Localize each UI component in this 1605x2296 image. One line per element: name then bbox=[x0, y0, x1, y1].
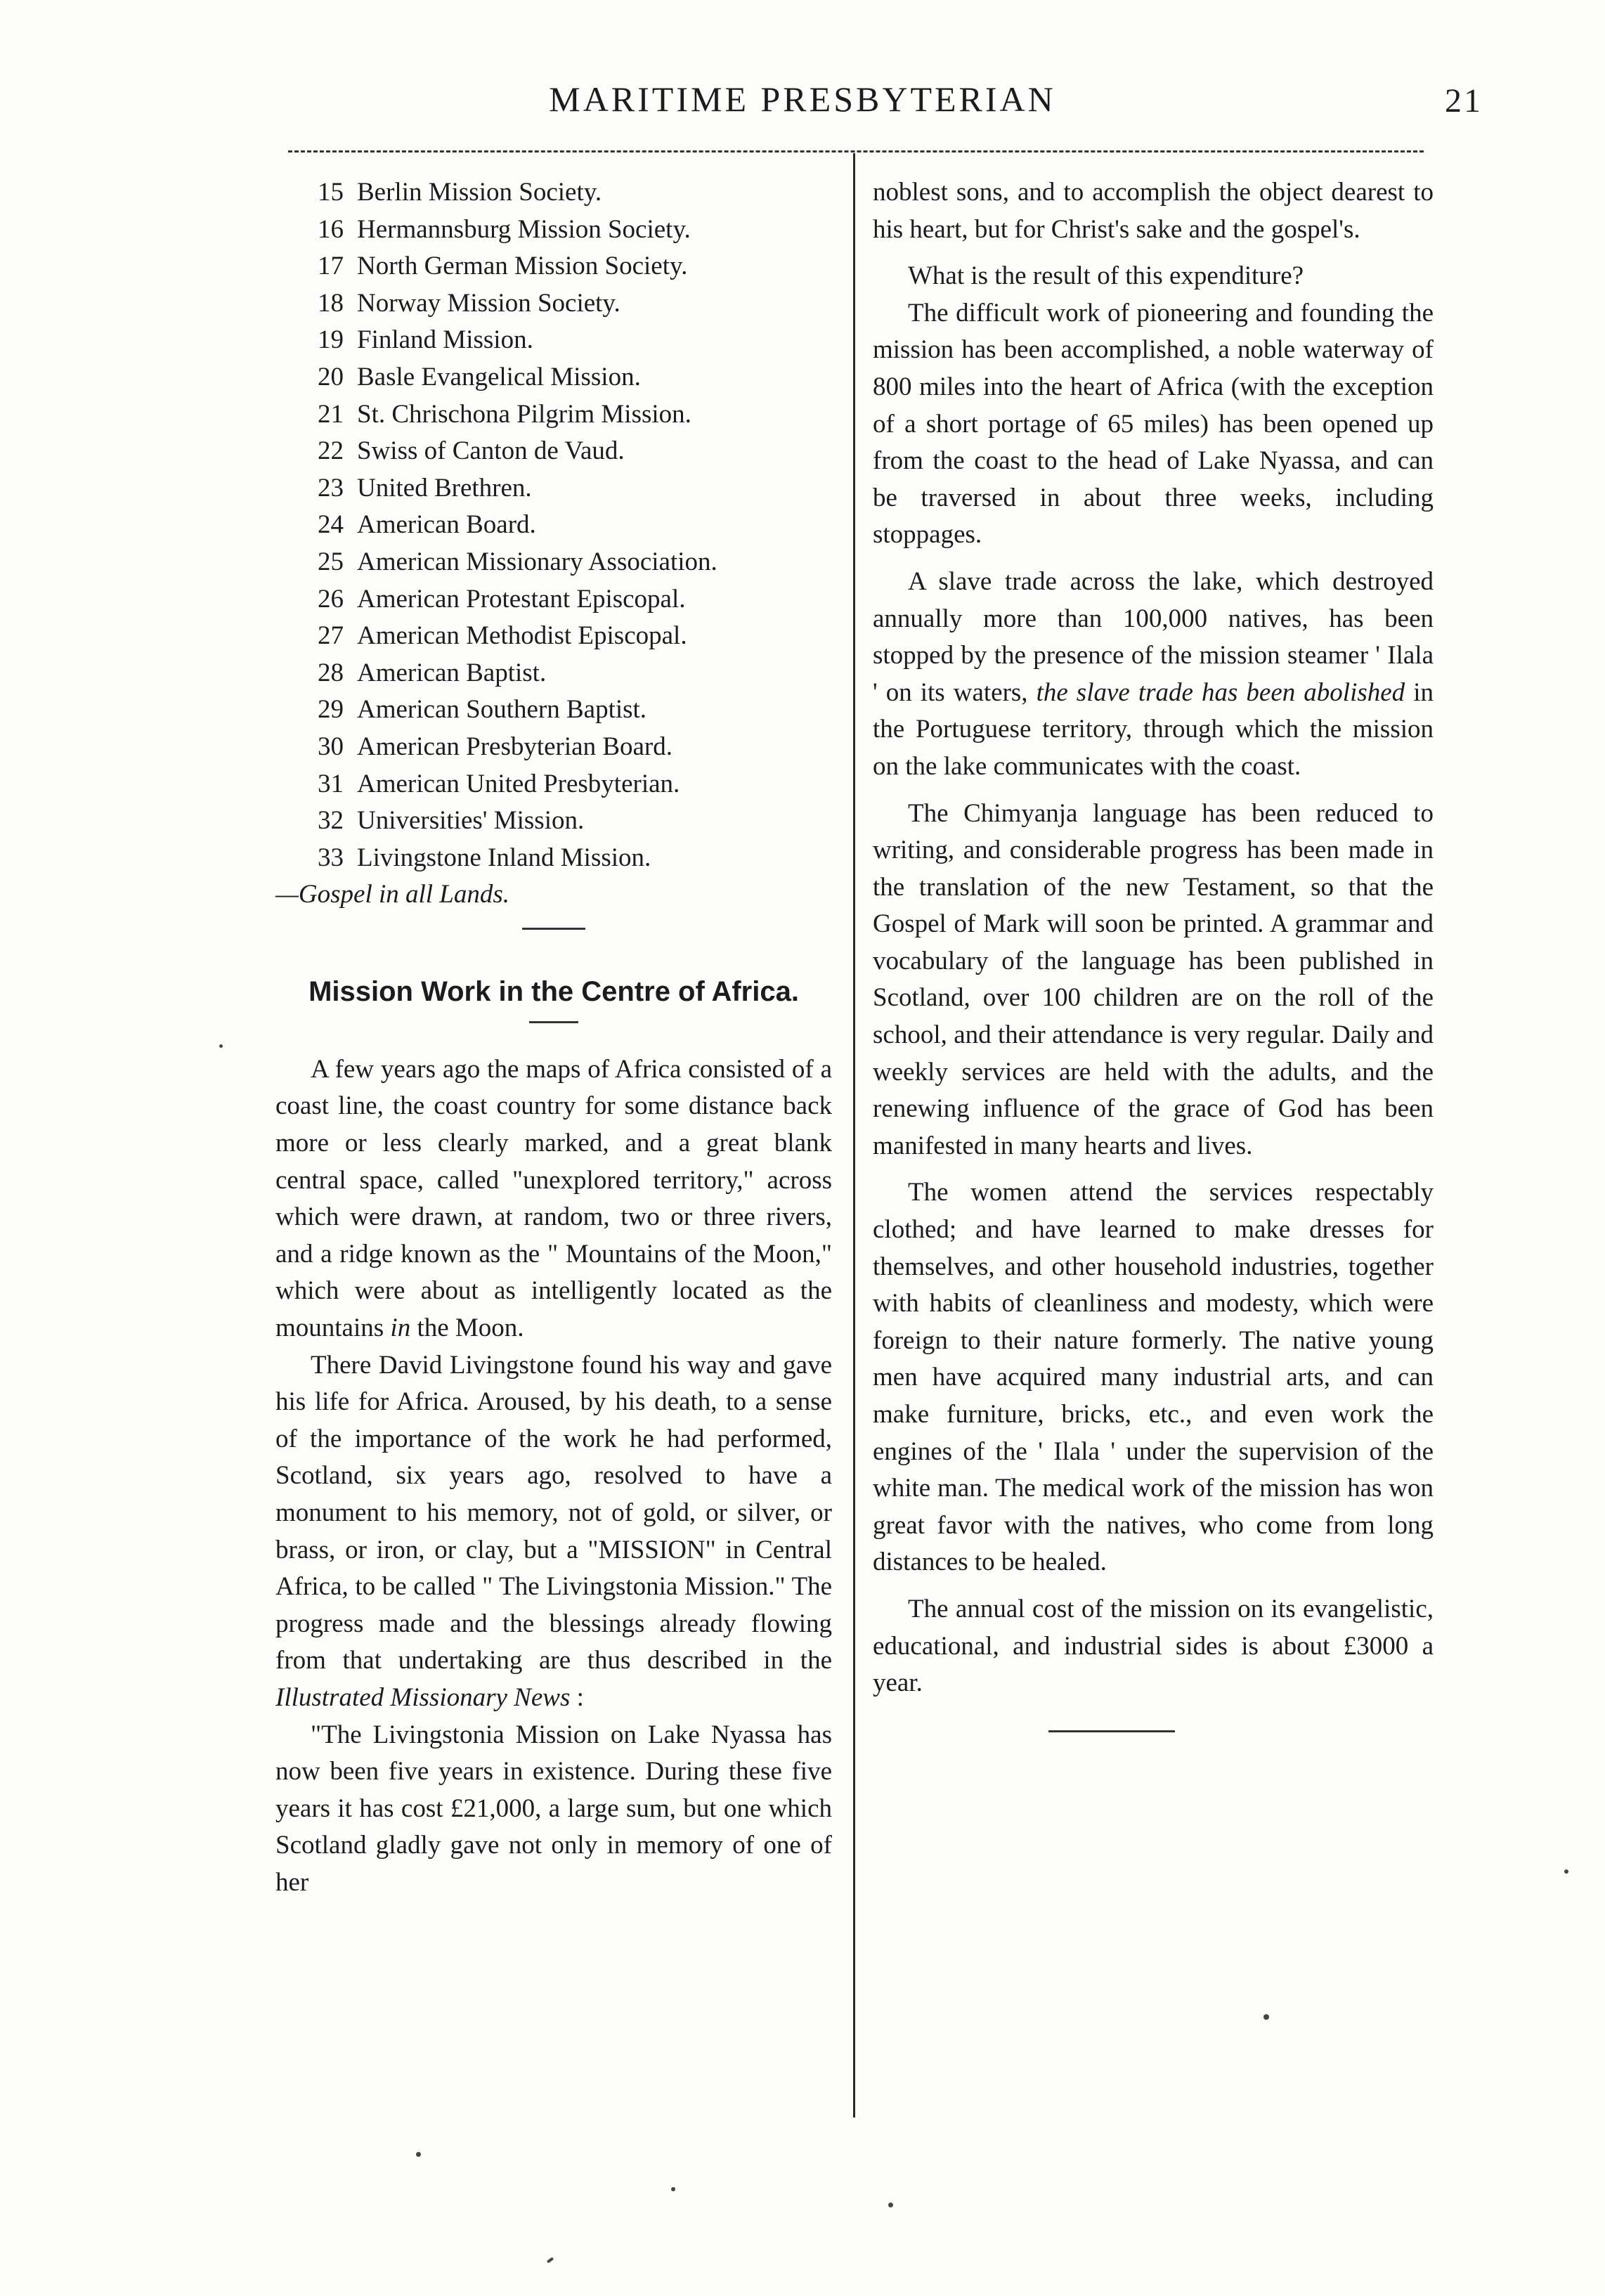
list-item-number: 24 bbox=[318, 510, 344, 540]
list-item-name: American Presbyterian Board. bbox=[357, 732, 672, 761]
list-item-number: 29 bbox=[318, 695, 344, 725]
list-item bbox=[275, 248, 832, 285]
list-item bbox=[275, 212, 832, 249]
section-rule bbox=[522, 928, 585, 930]
paragraph-text: There David Livingstone found his way and gave his life for Africa. Aroused, by his death, to a sense of the importance of the work he had performed, Scotland, six years ago, resolved to have a monument to his memory, not of gold, or silver, or brass, or iron, or clay, but a "MISSION" in Central Africa, to be called " The Livingstonia Mission." The progress made and the blessings already flowing from that undertaking are thus described in the bbox=[275, 1350, 832, 1675]
paragraph-text: A slave trade across the lake, which destroyed annually more than 100,000 natives, has been stopped by the presence of the mission steamer ' Ilala ' on its waters, bbox=[873, 566, 1434, 707]
list-item-number: 27 bbox=[318, 621, 344, 651]
list-item-name: Hermannsburg Mission Society. bbox=[357, 214, 691, 244]
list-item-number: 16 bbox=[318, 214, 344, 244]
page-header bbox=[0, 79, 1605, 135]
article-paragraph: The annual cost of the mission on its evangelistic, educational, and industrial sides is about £3000 a year. bbox=[873, 1594, 1434, 1698]
paragraph-text: : bbox=[576, 1682, 584, 1712]
list-item bbox=[275, 433, 832, 470]
list-item-name: American Board. bbox=[357, 510, 536, 540]
list-item bbox=[275, 285, 832, 323]
page-number: 21 bbox=[1445, 82, 1483, 119]
list-item-number: 18 bbox=[318, 288, 344, 318]
list-item bbox=[275, 581, 832, 618]
list-item-name: Universities' Mission. bbox=[357, 806, 585, 836]
list-item-name: Finland Mission. bbox=[357, 325, 533, 355]
list-item-number: 32 bbox=[318, 806, 344, 836]
right-column bbox=[873, 174, 1434, 1732]
paragraph-text: in the Portuguese territory, through which the mission on the lake communicates with the coast. bbox=[873, 677, 1434, 781]
list-item-name: Basle Evangelical Mission. bbox=[357, 362, 641, 391]
article-paragraph: What is the result of this expenditure? bbox=[908, 261, 1304, 291]
list-item-name: United Brethren. bbox=[357, 473, 532, 502]
article-paragraph: The difficult work of pioneering and founding the mission has been accomplished, a noble waterway of 800 miles into the heart of Africa (with the exception of a short portage of 65 miles) has been opened up from the coast to the head of Lake Nyassa, and can be traversed in about three weeks, including stoppages. bbox=[873, 298, 1434, 550]
print-speck bbox=[219, 1044, 223, 1048]
list-item bbox=[275, 766, 832, 803]
article-paragraph bbox=[873, 564, 1434, 786]
emphasis-text: the slave trade has been abolished bbox=[1036, 677, 1405, 707]
header-rule bbox=[288, 150, 1424, 153]
article-paragraph: The women attend the services respectably clothed; and have learned to make dresses for themselves, and other household industries, together with habits of cleanliness and modesty, which were foreign to their nature formerly. The native young men have acquired many industrial arts, and can make furniture, bricks, etc., and even work the engines of the ' Ilala ' under the supervision of the white man. The medical work of the mission has won great favor with the natives, who come from long distances to be healed. bbox=[873, 1178, 1434, 1577]
print-speck bbox=[888, 2203, 893, 2207]
list-item-number: 22 bbox=[318, 436, 344, 466]
emphasis-text: in bbox=[390, 1314, 411, 1343]
list-item bbox=[275, 729, 832, 766]
paragraph-text: the Moon. bbox=[417, 1314, 524, 1343]
list-item-name: American Southern Baptist. bbox=[357, 695, 647, 725]
emphasis-text: Illustrated Missionary News bbox=[275, 1682, 571, 1712]
title-rule bbox=[529, 1021, 578, 1023]
list-item bbox=[275, 174, 832, 212]
end-rule bbox=[1048, 1730, 1175, 1732]
list-item-number: 15 bbox=[318, 178, 344, 207]
print-speck bbox=[1564, 1869, 1568, 1874]
list-item-number: 23 bbox=[318, 473, 344, 502]
running-title: MARITIME PRESBYTERIAN bbox=[549, 79, 1056, 119]
list-item bbox=[275, 618, 832, 655]
list-item-name: Norway Mission Society. bbox=[357, 288, 620, 318]
list-item-number: 28 bbox=[318, 658, 344, 687]
print-speck bbox=[416, 2152, 421, 2157]
mission-society-list bbox=[275, 174, 832, 876]
list-item-name: Berlin Mission Society. bbox=[357, 178, 602, 207]
print-speck bbox=[671, 2187, 675, 2191]
paragraph-text: A few years ago the maps of Africa consisted of a coast line, the coast country for some distance back more or less clearly marked, and a great blank central space, called "unexplored territory," across which were drawn, at random, two or three rivers, and a ridge known as the " Mountains of the Moon," which were about as intelligently located as the mountains bbox=[275, 1054, 832, 1343]
list-item-number: 31 bbox=[318, 769, 344, 798]
list-item-number: 20 bbox=[318, 362, 344, 391]
list-item bbox=[275, 544, 832, 581]
list-item-number: 30 bbox=[318, 732, 344, 761]
list-item-name: American Baptist. bbox=[357, 658, 547, 687]
article-title: Mission Work in the Centre of Africa. bbox=[308, 975, 799, 1007]
list-item-name: American Missionary Association. bbox=[357, 547, 717, 576]
list-item-name: American Protestant Episcopal. bbox=[357, 584, 686, 614]
list-item bbox=[275, 692, 832, 729]
list-item-number: 17 bbox=[318, 252, 344, 281]
print-speck bbox=[547, 2257, 554, 2263]
list-item-number: 19 bbox=[318, 325, 344, 355]
list-item bbox=[275, 840, 832, 877]
left-column bbox=[275, 174, 832, 1902]
list-item bbox=[275, 396, 832, 434]
article-paragraph: noblest sons, and to accomplish the object dearest to his heart, but for Christ's sake and the gospel's. bbox=[873, 178, 1434, 244]
list-item bbox=[275, 322, 832, 359]
list-item-number: 25 bbox=[318, 547, 344, 576]
list-item-name: Swiss of Canton de Vaud. bbox=[357, 436, 625, 466]
list-item-name: St. Chrischona Pilgrim Mission. bbox=[357, 399, 691, 429]
list-item bbox=[275, 470, 832, 507]
article-paragraph bbox=[275, 1051, 832, 1347]
column-divider bbox=[853, 153, 855, 2117]
list-item-name: North German Mission Society. bbox=[357, 252, 688, 281]
list-item bbox=[275, 507, 832, 544]
print-speck bbox=[1263, 2014, 1269, 2020]
list-item bbox=[275, 359, 832, 396]
list-item-name: Livingstone Inland Mission. bbox=[357, 843, 651, 872]
article-paragraph: The Chimyanja language has been reduced to writing, and considerable progress has been made in the translation of the new Testament, so that the Gospel of Mark will soon be printed. A grammar and vocabulary of the language has been published in Scotland, over 100 children are on the roll of the school, and their attendance is very regular. Daily and weekly services are held with the adults, and the renewing influence of the grace of God has been manifested in many hearts and lives. bbox=[873, 798, 1434, 1160]
list-item-name: American United Presbyterian. bbox=[357, 769, 680, 798]
article-paragraph: "The Livingstonia Mission on Lake Nyassa has now been five years in existence. During these five years it has cost £21,000, a large sum, but one which Scotland gladly gave not only in memory of one of her bbox=[275, 1720, 832, 1897]
list-item-number: 33 bbox=[318, 843, 344, 872]
list-source-attribution: —Gospel in all Lands. bbox=[275, 880, 510, 909]
list-item bbox=[275, 655, 832, 692]
article-paragraph bbox=[275, 1347, 832, 1717]
list-item-number: 21 bbox=[318, 399, 344, 429]
list-item-number: 26 bbox=[318, 584, 344, 614]
list-item bbox=[275, 803, 832, 840]
list-item-name: American Methodist Episcopal. bbox=[357, 621, 687, 651]
